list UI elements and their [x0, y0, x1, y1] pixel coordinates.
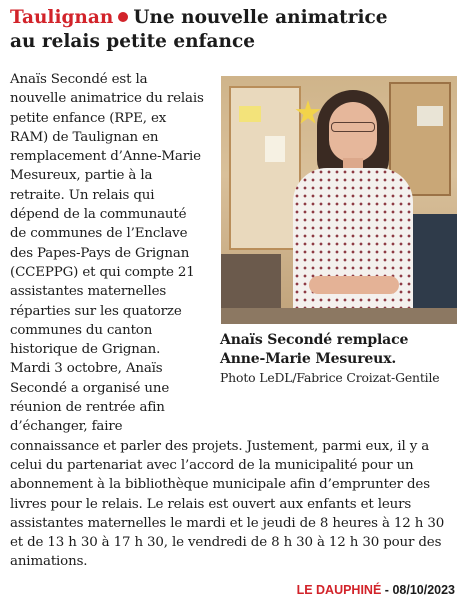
article-body-text: Anaïs Secondé est la nouvelle animatrice du relais petite enfance (RPE, ex RAM) de Taulignan en remplacement d’Anne-Marie Mesureux, partie à la retraite. Un relais qui dépend de la communauté de communes de l’Enclave des Papes-Pays de Grignan (CCEPPG) et qui compte 21 assistantes maternelles réparties sur les quatorze communes du canton historique de Grignan. Mardi 3 octobre, Anaïs Secondé a organisé une réunion de rentrée afin d’échanger, faire connaissance et parler des projets. Justement, parmi eux, il y a celui du partenariat avec l’accord de la municipalité pour un abonnement à la bibliothèque municipale afin d’emprunter des livres pour le relais. Le relais est ouvert aux enfants et leurs assistantes maternelles le mardi et le jeudi de 8 heures à 12 h 30 et de 13 h 30 à 17 h 30, le vendredi de 8 h 30 à 12 h 30 pour des animations.: [10, 72, 445, 570]
person-arm: [309, 276, 399, 294]
glasses-icon: [331, 122, 375, 132]
source-footer: [297, 583, 455, 597]
newspaper-name: LE DAUPHINÉ: [296, 583, 382, 597]
photo-credit: Photo LeDL/Fabrice Croizat-Gentile: [220, 370, 440, 385]
photo-block: [212, 76, 457, 419]
pinned-note: [417, 106, 443, 126]
portrait-photo: [221, 76, 457, 324]
footer-separator: -: [384, 583, 389, 597]
article-headline: [10, 6, 458, 54]
publication-date: 08/10/2023: [392, 583, 455, 597]
photo-caption-block: [220, 331, 457, 387]
location-kicker: Taulignan: [10, 7, 114, 28]
headline-line-2: au relais petite enfance: [10, 31, 255, 52]
pinned-note: [239, 106, 261, 122]
person-shirt: [293, 168, 413, 324]
pinned-note: [265, 136, 285, 162]
table-edge: [221, 308, 457, 324]
headline-line-1: Une nouvelle animatrice: [133, 7, 388, 28]
person-face: [329, 102, 377, 162]
photo-caption: Anaïs Secondé remplace Anne-Marie Mesureux.: [220, 332, 409, 367]
article-body: [10, 70, 457, 572]
bullet-dot-icon: [118, 12, 128, 22]
